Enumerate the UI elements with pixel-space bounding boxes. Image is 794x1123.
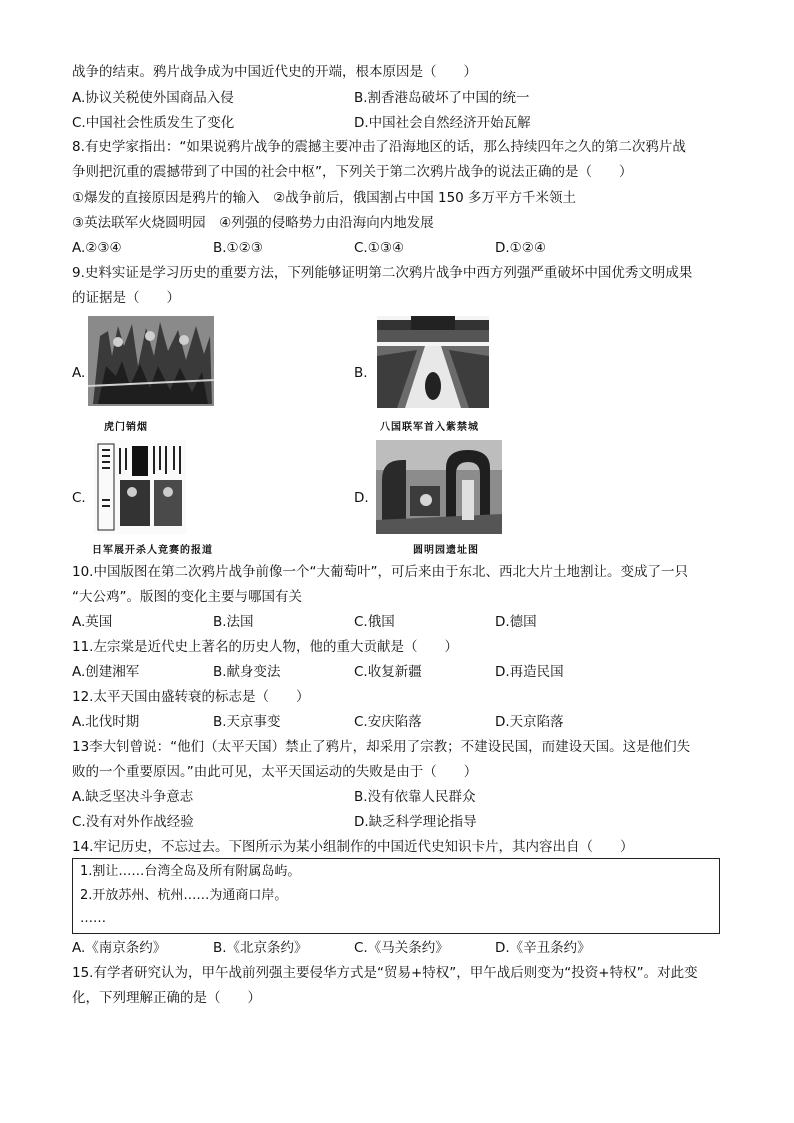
q11-option-b[interactable]: B.献身变法 [213, 664, 281, 680]
q15-stem-line2: 化，下列理解正确的是（ ） [72, 990, 261, 1006]
q12-stem: 12.太平天国由盛转衰的标志是（ ） [72, 689, 310, 705]
q13-stem-line1: 13李大钊曾说：“他们（太平天国）禁止了鸦片，却采用了宗教；不建设民国，而建设天国。这是他们失 [72, 739, 691, 755]
q9-stem-line1: 9.史料实证是学习历史的重要方法，下列能够证明第二次鸦片战争中西方列强严重破坏中国优秀文明成果 [72, 265, 693, 281]
q7-option-c[interactable]: C.中国社会性质发生了变化 [72, 115, 235, 131]
q13-stem-line2: 败的一个重要原因。”由此可见，太平天国运动的失败是由于（ ） [72, 764, 478, 780]
q11-stem: 11.左宗棠是近代史上著名的历史人物，他的重大贡献是（ ） [72, 639, 458, 655]
q12-option-c[interactable]: C.安庆陷落 [354, 714, 422, 730]
q7-stem: 战争的结束。鸦片战争成为中国近代史的开端，根本原因是（ ） [72, 64, 477, 80]
q14-option-a[interactable]: A.《南京条约》 [72, 940, 167, 956]
q8-option-d[interactable]: D.①②④ [495, 240, 546, 256]
q11-option-d[interactable]: D.再造民国 [495, 664, 564, 680]
q8-option-b[interactable]: B.①②③ [213, 240, 263, 256]
q7-option-a[interactable]: A.协议关税使外国商品入侵 [72, 90, 234, 106]
q12-option-b[interactable]: B.天京事变 [213, 714, 281, 730]
q14-card-line3: …… [80, 911, 106, 926]
q7-option-d[interactable]: D.中国社会自然经济开始瓦解 [354, 115, 531, 131]
q8-option-c[interactable]: C.①③④ [354, 240, 405, 256]
q10-option-a[interactable]: A.英国 [72, 614, 113, 630]
q15-stem-line1: 15.有学者研究认为，甲午战前列强主要侵华方式是“贸易+特权”，甲午战后则变为“投资+特权”。对此变 [72, 965, 698, 981]
q14-option-b[interactable]: B.《北京条约》 [213, 940, 308, 956]
q9-option-d-image[interactable] [376, 440, 502, 534]
q10-stem-line2: “大公鸡”。版图的变化主要与哪国有关 [72, 589, 302, 605]
q9-stem-line2: 的证据是（ ） [72, 290, 180, 306]
q13-option-a[interactable]: A.缺乏坚决斗争意志 [72, 789, 194, 805]
q10-option-d[interactable]: D.德国 [495, 614, 537, 630]
q9-option-b-image[interactable] [377, 316, 489, 408]
q9-option-c-caption: 日军展开杀人竞赛的报道 [92, 545, 213, 556]
q11-option-c[interactable]: C.收复新疆 [354, 664, 422, 680]
q7-option-b[interactable]: B.割香港岛破坏了中国的统一 [354, 90, 530, 106]
q11-option-a[interactable]: A.创建湘军 [72, 664, 140, 680]
q12-option-d[interactable]: D.天京陷落 [495, 714, 564, 730]
q9-option-b-caption: 八国联军首入紫禁城 [380, 422, 479, 433]
q10-option-c[interactable]: C.俄国 [354, 614, 395, 630]
q8-stem-line1: 8.有史学家指出：“如果说鸦片战争的震撼主要冲击了沿海地区的话，那么持续四年之久的第二次鸦片战 [72, 139, 686, 155]
q9-option-c-letter[interactable]: C. [72, 490, 86, 506]
q8-statements-line2: ③英法联军火烧圆明园 ④列强的侵略势力由沿海向内地发展 [72, 215, 434, 231]
q14-card-line2: 2.开放苏州、杭州……为通商口岸。 [80, 888, 288, 903]
q13-option-b[interactable]: B.没有依靠人民群众 [354, 789, 476, 805]
q14-option-d[interactable]: D.《辛丑条约》 [495, 940, 591, 956]
q9-option-b-letter[interactable]: B. [354, 365, 368, 381]
q8-stem-line2: 争则把沉重的震撼带到了中国的社会中枢”，下列关于第二次鸦片战争的说法正确的是（ ） [72, 164, 633, 180]
q9-option-c-image[interactable] [94, 440, 186, 534]
q9-option-a-letter[interactable]: A. [72, 365, 86, 381]
q9-option-a-image[interactable] [88, 316, 214, 406]
q8-statements-line1: ①爆发的直接原因是鸦片的输入 ②战争前后，俄国割占中国 150 多万平方千米领土 [72, 190, 577, 206]
q14-card-line1: 1.割让……台湾全岛及所有附属岛屿。 [80, 864, 301, 879]
q12-option-a[interactable]: A.北伐时期 [72, 714, 140, 730]
q8-option-a[interactable]: A.②③④ [72, 240, 122, 256]
q10-option-b[interactable]: B.法国 [213, 614, 254, 630]
q14-option-c[interactable]: C.《马关条约》 [354, 940, 449, 956]
q13-option-d[interactable]: D.缺乏科学理论指导 [354, 814, 477, 830]
q9-option-d-caption: 圆明园遗址图 [413, 545, 479, 556]
q13-option-c[interactable]: C.没有对外作战经验 [72, 814, 194, 830]
q9-option-a-caption: 虎门销烟 [104, 422, 148, 433]
q14-stem: 14.牢记历史，不忘过去。下图所示为某小组制作的中国近代史知识卡片，其内容出自（ ） [72, 839, 634, 855]
q10-stem-line1: 10.中国版图在第二次鸦片战争前像一个“大葡萄叶”，可后来由于东北、西北大片土地割让。变成了一只 [72, 564, 688, 580]
q14-knowledge-card [72, 858, 720, 934]
q9-option-d-letter[interactable]: D. [354, 490, 369, 506]
